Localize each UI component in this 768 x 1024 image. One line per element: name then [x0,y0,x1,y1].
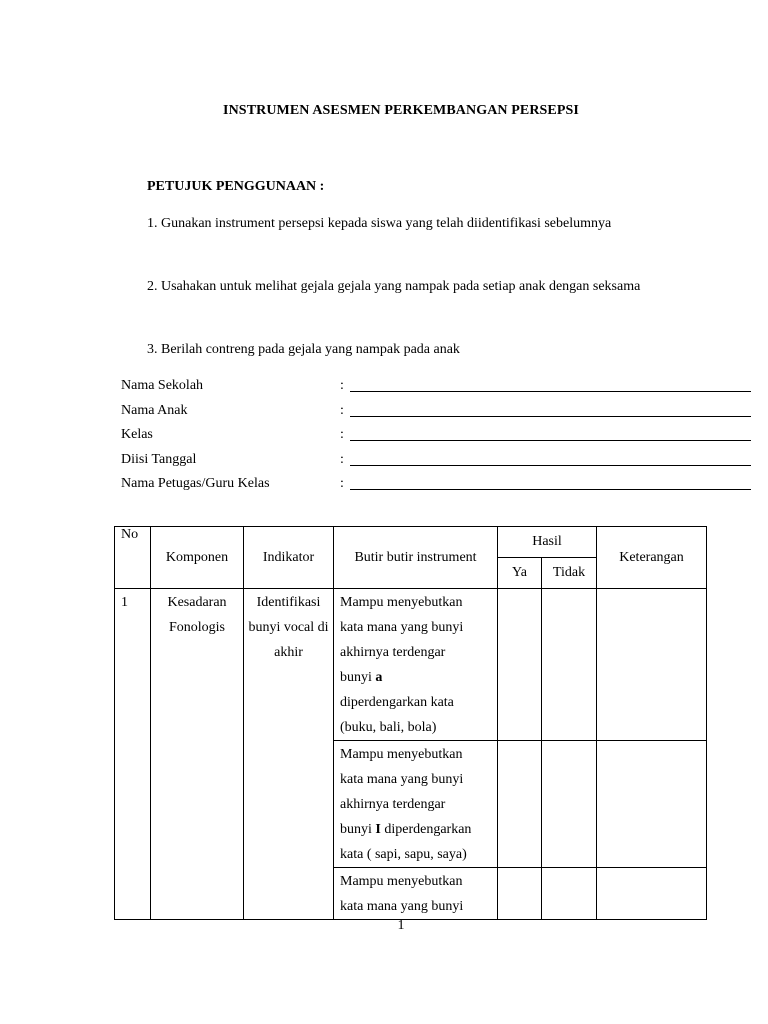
butir-text: bunyi [340,822,376,837]
butir-text: Mampu menyebutkan [340,747,463,762]
butir-line [340,869,493,894]
butir-line [340,792,493,817]
butir-text: (buku, bali, bola) [340,720,437,735]
field-nama-petugas [121,472,751,497]
butir-line [340,842,493,867]
field-blank-line[interactable] [350,489,751,490]
butir-line [340,615,493,640]
assessment-table [114,526,707,920]
field-colon: : [340,427,344,442]
cell-indikator-text: Identifikasi bunyi vocal di akhir [248,595,329,660]
instruction-1: 1. Gunakan instrument persepsi kepada siswa yang telah diidentifikasi sebelumnya [147,216,612,231]
cell-ya[interactable] [498,589,542,741]
cell-keterangan[interactable] [597,589,707,741]
butir-text: diperdengarkan [380,822,472,837]
butir-text: kata mana yang bunyi [340,899,464,914]
field-label: Diisi Tanggal [121,451,197,467]
field-label: Nama Petugas/Guru Kelas [121,476,270,491]
butir-text: akhirnya terdengar [340,645,446,660]
cell-keterangan[interactable] [597,868,707,920]
field-blank-line[interactable] [350,440,751,441]
instruction-2: 2. Usahakan untuk melihat gejala gejala yang nampak pada setiap anak dengan seksama [147,279,641,294]
butir-text: kata mana yang bunyi [340,620,464,635]
butir-line [340,817,493,842]
butir-line [340,640,493,665]
butir-line [340,715,493,740]
header-komponen: Komponen [151,527,244,589]
cell-tidak[interactable] [542,741,597,868]
page-number: 1 [397,918,405,933]
field-blank-line[interactable] [350,416,751,417]
field-blank-line[interactable] [350,391,751,392]
header-hasil: Hasil [498,527,597,558]
table-body [115,589,707,920]
cell-keterangan[interactable] [597,741,707,868]
header-ya: Ya [498,558,542,589]
cell-butir [334,741,498,868]
field-nama-sekolah [121,374,751,399]
butir-emphasis: a [375,670,383,685]
butir-text: Mampu menyebutkan [340,595,463,610]
butir-text: kata mana yang bunyi [340,772,464,787]
header-butir: Butir butir instrument [334,527,498,589]
field-label: Kelas [121,427,153,442]
cell-indikator [244,589,334,920]
butir-line [340,690,493,715]
butir-text: Mampu menyebutkan [340,874,463,889]
header-keterangan: Keterangan [597,527,707,589]
field-label: Nama Anak [121,402,188,418]
instruction-3: 3. Berilah contreng pada gejala yang nampak pada anak [147,342,460,357]
butir-text: akhirnya terdengar [340,797,446,812]
butir-text: bunyi [340,670,376,685]
cell-ya[interactable] [498,741,542,868]
field-colon: : [340,451,344,467]
field-blank-line[interactable] [350,465,751,466]
field-colon: : [340,476,344,491]
document-title: INSTRUMEN ASESMEN PERKEMBANGAN PERSEPSI [223,103,579,118]
butir-text: kata ( sapi, sapu, saya) [340,847,467,862]
cell-tidak[interactable] [542,868,597,920]
cell-no [115,589,151,920]
cell-ya[interactable] [498,868,542,920]
butir-line [340,742,493,767]
butir-line [340,894,493,919]
field-diisi-tanggal [121,448,751,473]
butir-line [340,590,493,615]
field-colon: : [340,402,344,418]
instructions-heading: PETUJUK PENGGUNAAN : [147,179,325,194]
header-no: No [115,527,151,589]
field-nama-anak [121,399,751,424]
header-indikator: Indikator [244,527,334,589]
cell-butir [334,868,498,920]
cell-komponen [151,589,244,920]
butir-emphasis: I [375,822,381,837]
identity-fields [121,374,751,497]
cell-komponen-text: Kesadaran Fonologis [167,595,227,635]
table-row [115,589,707,741]
cell-no-text: 1 [121,595,128,610]
header-tidak: Tidak [542,558,597,589]
cell-butir [334,589,498,741]
butir-line [340,665,493,690]
field-colon: : [340,378,344,393]
butir-text: diperdengarkan kata [340,695,454,710]
field-label: Nama Sekolah [121,378,204,393]
cell-tidak[interactable] [542,589,597,741]
butir-line [340,767,493,792]
field-kelas [121,423,751,448]
